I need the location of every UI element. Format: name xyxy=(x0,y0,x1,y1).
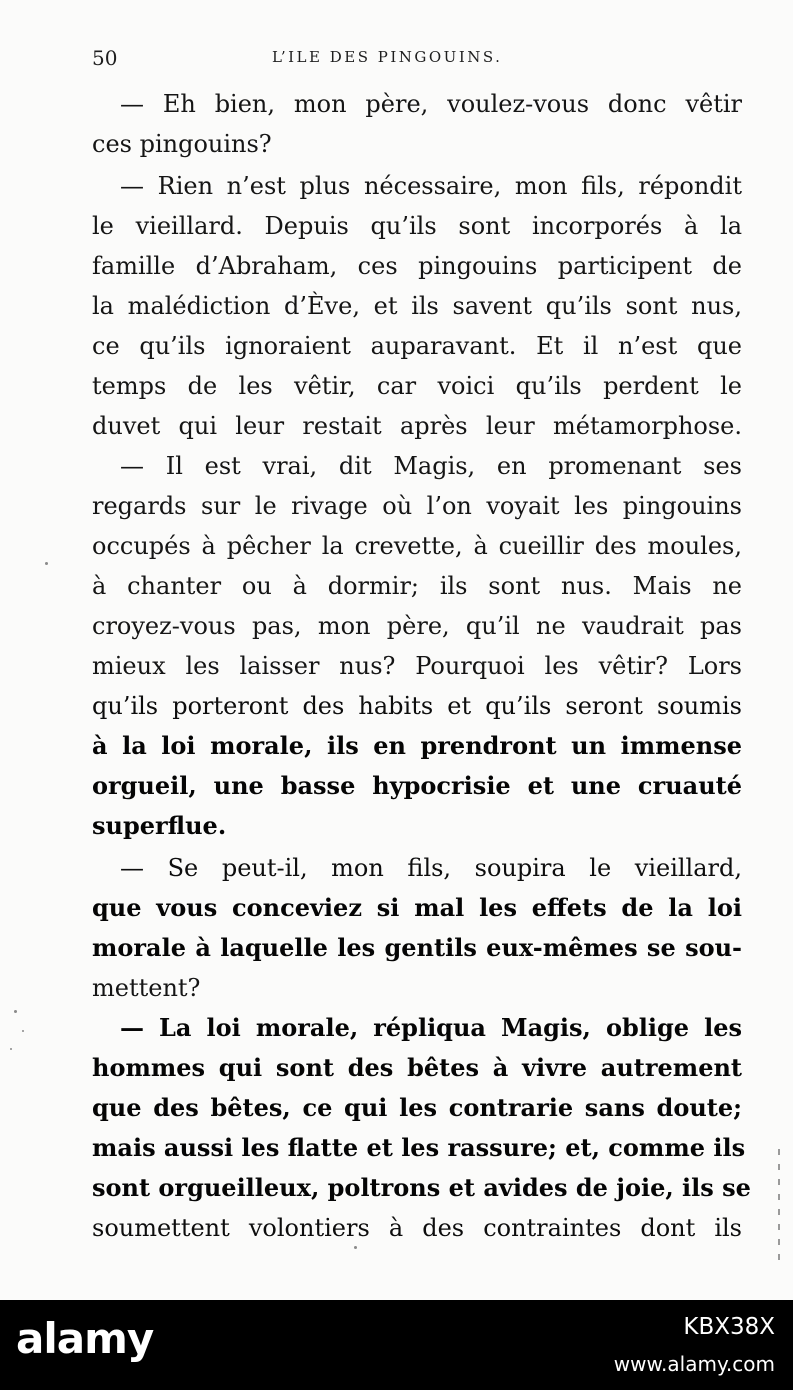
text-line: hommes qui sont des bêtes à vivre autrement xyxy=(92,1053,742,1082)
text-line: la malédiction d’Ève, et ils savent qu’ils sont nus, xyxy=(92,292,742,320)
text-line: à la loi morale, ils en prendront un immense xyxy=(92,731,742,760)
watermark-site: www.alamy.com xyxy=(613,1352,775,1376)
text-line: ce qu’ils ignoraient auparavant. Et il n’est que xyxy=(92,332,742,360)
text-line: superflue. xyxy=(92,811,227,840)
paper-speck xyxy=(45,562,48,565)
text-line: le vieillard. Depuis qu’ils sont incorporés à la xyxy=(92,212,742,240)
text-line: — Il est vrai, dit Magis, en promenant ses xyxy=(120,452,742,480)
text-line: ces pingouins? xyxy=(92,130,272,158)
watermark-banner xyxy=(0,1300,793,1390)
text-line: mettent? xyxy=(92,974,201,1002)
text-line: qu’ils porteront des habits et qu’ils seront soumis xyxy=(92,692,742,720)
paper-speck xyxy=(14,1010,17,1013)
paper-speck xyxy=(10,1048,12,1050)
text-line: que vous conceviez si mal les effets de la loi xyxy=(92,893,742,922)
text-line: occupés à pêcher la crevette, à cueillir des moules, xyxy=(92,532,742,560)
running-title: L’ILE DES PINGOUINS. xyxy=(272,48,503,66)
text-line: mais aussi les flatte et les rassure; et, comme ils xyxy=(92,1133,746,1162)
text-line: morale à laquelle les gentils eux-mêmes se sou- xyxy=(92,933,742,962)
text-line: — Rien n’est plus nécessaire, mon fils, répondit xyxy=(120,172,742,200)
text-line: duvet qui leur restait après leur métamorphose. xyxy=(92,412,742,440)
text-line: croyez-vous pas, mon père, qu’il ne vaudrait pas xyxy=(92,612,742,640)
text-line: orgueil, une basse hypocrisie et une cruauté xyxy=(92,771,742,800)
text-line: que des bêtes, ce qui les contrarie sans doute; xyxy=(92,1093,742,1122)
page-header xyxy=(92,46,742,76)
text-line: à chanter ou à dormir; ils sont nus. Mais ne xyxy=(92,572,742,600)
text-line: — Se peut-il, mon fils, soupira le vieillard, xyxy=(120,854,742,882)
watermark-stock-id: KBX38X xyxy=(683,1314,775,1340)
text-line: mieux les laisser nus? Pourquoi les vêtir? Lors xyxy=(92,652,742,680)
text-line: famille d’Abraham, ces pingouins participent de xyxy=(92,252,742,280)
text-line: — La loi morale, répliqua Magis, oblige les xyxy=(120,1013,742,1042)
text-line: temps de les vêtir, car voici qu’ils perdent le xyxy=(92,372,742,400)
text-line: — Eh bien, mon père, voulez-vous donc vêtir xyxy=(120,90,742,118)
text-line: soumettent volontiers à des contraintes dont ils xyxy=(92,1214,742,1242)
paper-speck xyxy=(354,1246,357,1249)
page-number: 50 xyxy=(92,46,118,70)
text-line: regards sur le rivage où l’on voyait les pingouins xyxy=(92,492,742,520)
text-line: sont orgueilleux, poltrons et avides de joie, ils se xyxy=(92,1173,751,1202)
margin-marks xyxy=(772,1140,786,1290)
watermark-logo: alamy xyxy=(16,1314,154,1363)
paper-speck xyxy=(22,1030,24,1032)
